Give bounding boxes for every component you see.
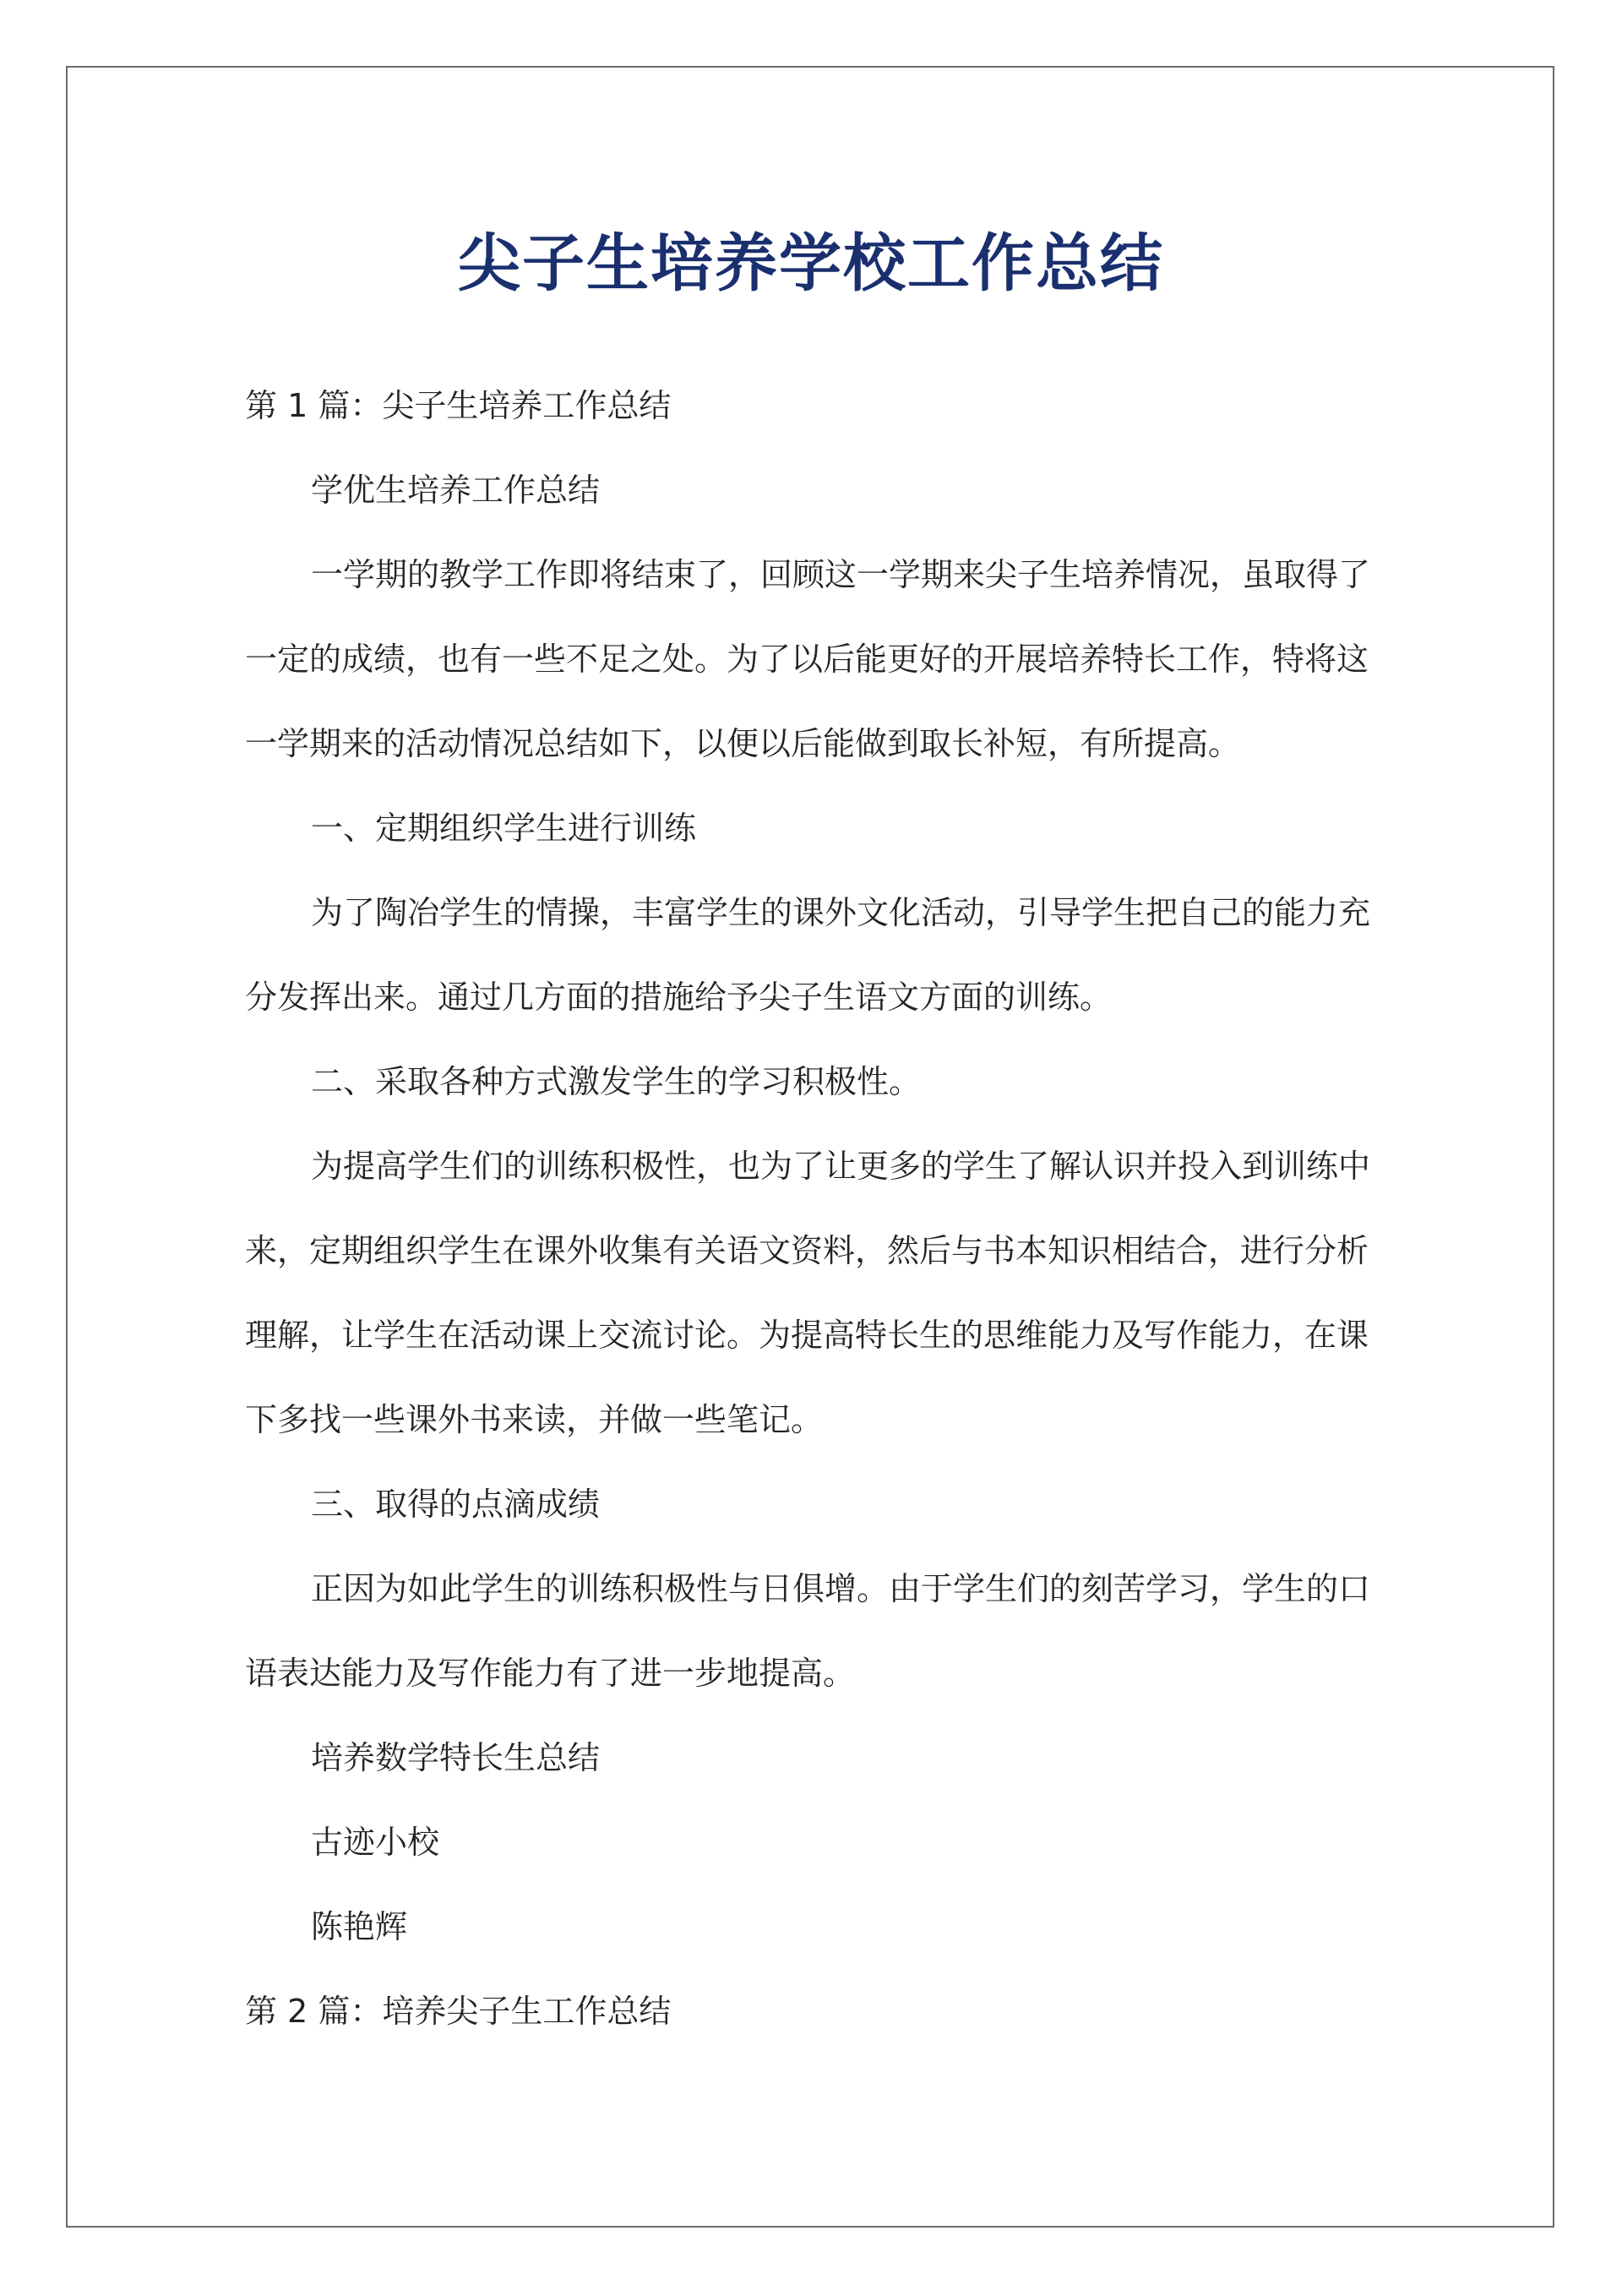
paragraph-line: 正因为如此学生的训练积极性与日俱增。由于学生们的刻苦学习，学生的口 bbox=[311, 1570, 1371, 1607]
section-heading-1: 第 1 篇：尖子生培养工作总结 bbox=[245, 387, 672, 424]
document-body bbox=[245, 363, 1377, 2053]
paragraph-line: 下多找一些课外书来读，并做一些笔记。 bbox=[245, 1401, 824, 1438]
paragraph-line: 一定的成绩，也有一些不足之处。为了以后能更好的开展培养特长工作，特将这 bbox=[245, 641, 1369, 678]
school-name-line: 古迹小校 bbox=[311, 1824, 440, 1861]
paragraph-line: 理解，让学生在活动课上交流讨论。为提高特长生的思维能力及写作能力，在课 bbox=[245, 1317, 1369, 1354]
subheading-line: 三、取得的点滴成绩 bbox=[311, 1486, 601, 1523]
subheading-line: 二、采取各种方式激发学生的学习积极性。 bbox=[311, 1063, 922, 1100]
paragraph-line: 语表达能力及写作能力有了进一步地提高。 bbox=[245, 1655, 856, 1692]
paragraph-line: 学优生培养工作总结 bbox=[311, 472, 601, 509]
paragraph-line: 为了陶冶学生的情操，丰富学生的课外文化活动，引导学生把自己的能力充 bbox=[311, 894, 1371, 931]
paragraph-line: 为提高学生们的训练积极性，也为了让更多的学生了解认识并投入到训练中 bbox=[311, 1148, 1371, 1185]
paragraph-line: 一学期的教学工作即将结束了，回顾这一学期来尖子生培养情况，虽取得了 bbox=[311, 556, 1371, 593]
paragraph-line: 来，定期组织学生在课外收集有关语文资料，然后与书本知识相结合，进行分析 bbox=[245, 1232, 1369, 1269]
paragraph-line: 分发挥出来。通过几方面的措施给予尖子生语文方面的训练。 bbox=[245, 979, 1113, 1016]
paragraph-line: 培养数学特长生总结 bbox=[311, 1739, 601, 1776]
document-title: 尖子生培养学校工作总结 bbox=[458, 227, 1164, 300]
section-heading-2: 第 2 篇：培养尖子生工作总结 bbox=[245, 1993, 672, 2030]
subheading-line: 一、定期组织学生进行训练 bbox=[311, 810, 697, 847]
paragraph-line: 一学期来的活动情况总结如下，以便以后能做到取长补短，有所提高。 bbox=[245, 725, 1241, 762]
author-name-line: 陈艳辉 bbox=[311, 1908, 408, 1945]
